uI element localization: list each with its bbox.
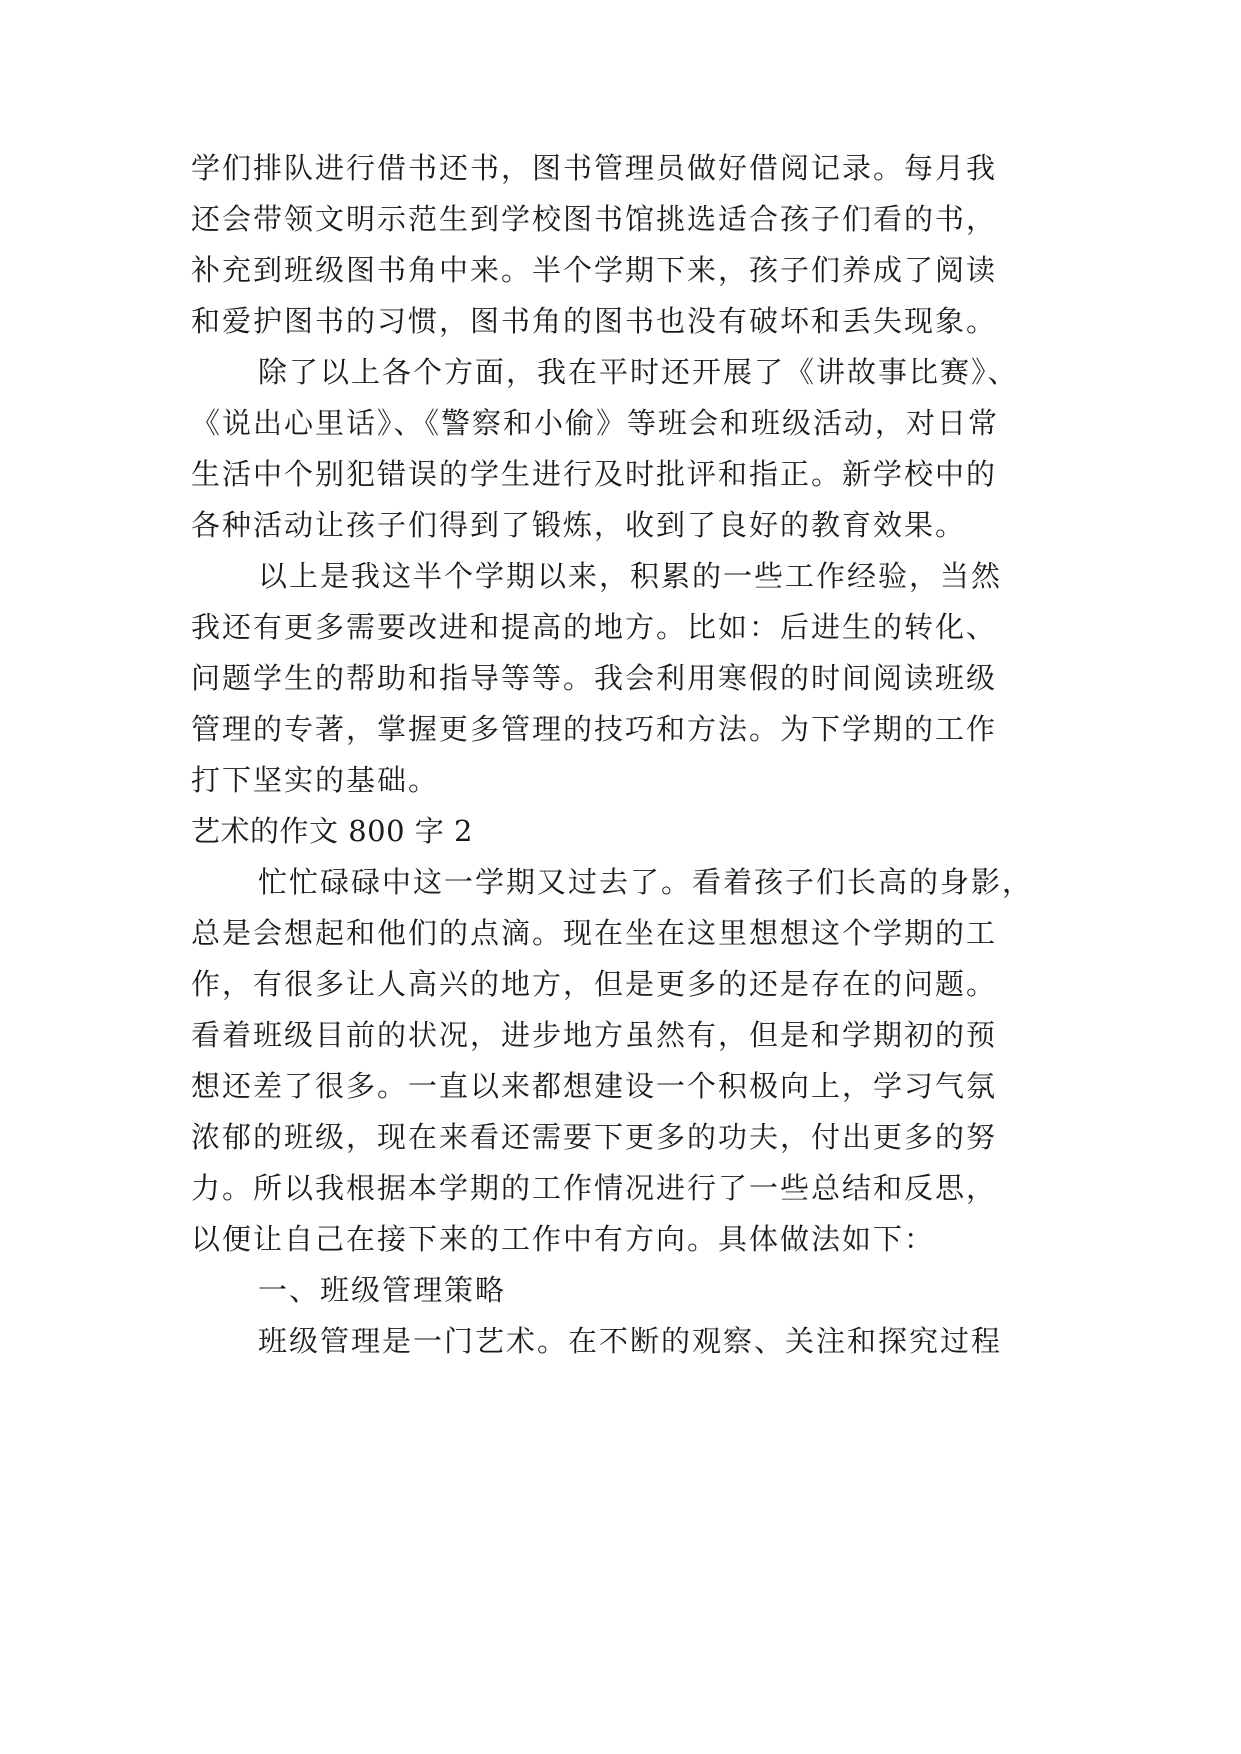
text-line: 打下坚实的基础。 [191, 763, 440, 797]
text-line: 生活中个别犯错误的学生进行及时批评和指正。新学校中的 [191, 457, 998, 491]
paragraph-first-line: 忙忙碌碌中这一学期又过去了。看着孩子们长高的身影， [258, 865, 1034, 899]
paragraph-first-line: 以上是我这半个学期以来，积累的一些工作经验，当然 [258, 559, 1003, 593]
text-line: 我还有更多需要改进和提高的地方。比如：后进生的转化、 [191, 610, 998, 644]
text-line: 和爱护图书的习惯，图书角的图书也没有破坏和丢失现象。 [191, 304, 998, 338]
text-line: 想还差了很多。一直以来都想建设一个积极向上，学习气氛 [191, 1069, 998, 1103]
text-line: 看着班级目前的状况，进步地方虽然有，但是和学期初的预 [191, 1018, 998, 1052]
section-title: 艺术的作文 800 字 2 [191, 814, 473, 848]
text-line: 力。所以我根据本学期的工作情况进行了一些总结和反思， [191, 1171, 998, 1205]
paragraph-first-line: 除了以上各个方面，我在平时还开展了《讲故事比赛》、 [258, 355, 1019, 389]
text-line: 浓郁的班级，现在来看还需要下更多的功夫，付出更多的努 [191, 1120, 998, 1154]
text-line: 《说出心里话》、《警察和小偷》等班会和班级活动，对日常 [191, 406, 1000, 440]
paragraph-first-line: 班级管理是一门艺术。在不断的观察、关注和探究过程 [258, 1324, 1003, 1358]
text-line: 总是会想起和他们的点滴。现在坐在这里想想这个学期的工 [191, 916, 998, 950]
text-line: 作，有很多让人高兴的地方，但是更多的还是存在的问题。 [191, 967, 998, 1001]
text-line: 还会带领文明示范生到学校图书馆挑选适合孩子们看的书， [191, 202, 998, 236]
text-line: 各种活动让孩子们得到了锻炼，收到了良好的教育效果。 [191, 508, 967, 542]
subheading: 一、班级管理策略 [258, 1273, 507, 1307]
text-line: 以便让自己在接下来的工作中有方向。具体做法如下： [191, 1222, 936, 1256]
text-line: 问题学生的帮助和指导等等。我会利用寒假的时间阅读班级 [191, 661, 998, 695]
text-line: 补充到班级图书角中来。半个学期下来，孩子们养成了阅读 [191, 253, 998, 287]
text-line: 管理的专著，掌握更多管理的技巧和方法。为下学期的工作 [191, 712, 998, 746]
text-line: 学们排队进行借书还书，图书管理员做好借阅记录。每月我 [191, 151, 998, 185]
